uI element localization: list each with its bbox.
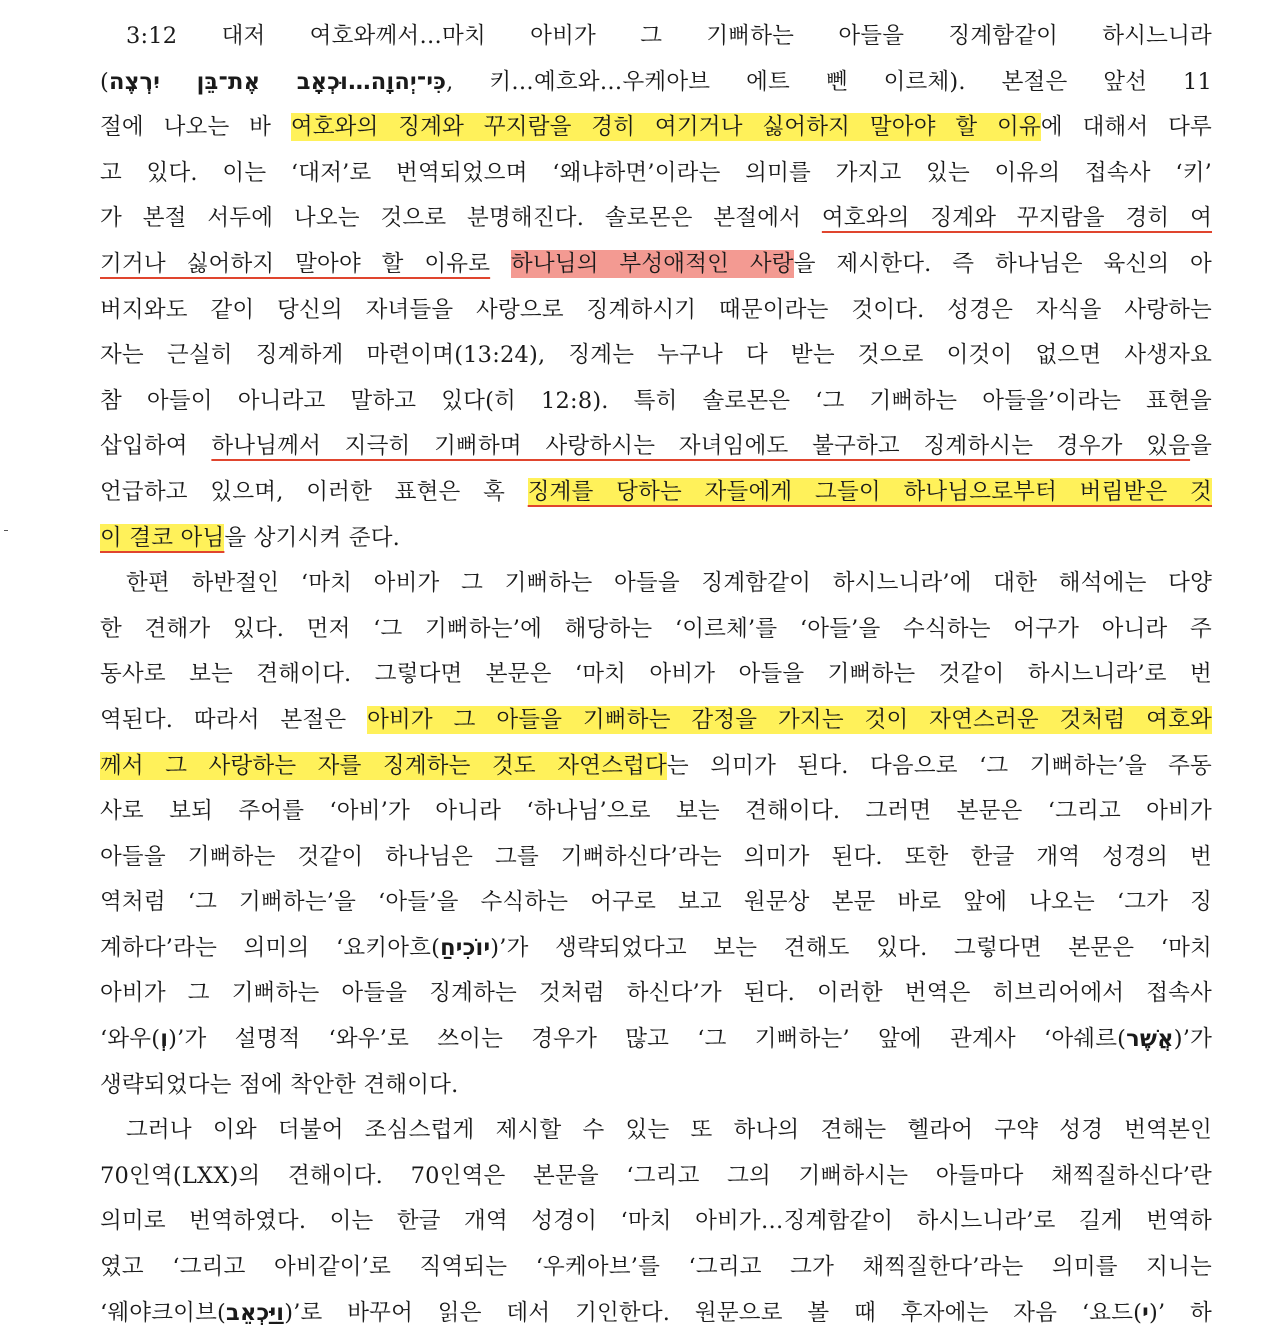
highlighted-text-yellow: 여호와의 징계와 꾸지람을 경히 여기거나 싫어하지 말아야 할 이유 bbox=[290, 114, 1041, 141]
text-run: 한편 하반절인 ‘마치 아비가 그 기뻐하는 아들을 징계함같이 하시느니라’에 대한 해석에는 다양 bbox=[126, 570, 1212, 597]
text-run: 그러나 이와 더불어 조심스럽게 제시할 수 있는 또 하나의 견해는 헬라어 구약 성경 번역본인 bbox=[126, 1117, 1212, 1144]
text-run: 절에 나오는 바 bbox=[100, 114, 291, 141]
hebrew-text: יוֹכִיחַ bbox=[440, 934, 491, 961]
text-line bbox=[100, 880, 1212, 926]
text-run: 버지와도 같이 당신의 자녀들을 사랑으로 징계하시기 때문이라는 것이다. 성경은 자식을 사랑하는 bbox=[100, 296, 1212, 323]
text-line bbox=[100, 105, 1212, 151]
hebrew-text: י bbox=[1142, 1299, 1149, 1326]
text-run: 는 의미가 된다. 다음으로 ‘그 기뻐하는’을 주동 bbox=[666, 752, 1212, 779]
text-run: ‘웨야크이브( bbox=[100, 1299, 227, 1326]
hebrew-text: וְ bbox=[160, 1026, 169, 1053]
text-run: 가 본절 서두에 나오는 것으로 분명해진다. 솔로몬은 본절에서 bbox=[100, 205, 822, 232]
text-run: )’가 설명적 ‘와우’로 쓰이는 경우가 많고 ‘그 기뻐하는’ 앞에 관계사 ‘아쉐르( bbox=[168, 1026, 1127, 1053]
text-run: ( bbox=[100, 68, 109, 95]
text-run: 고 있다. 이는 ‘대저’로 번역되었으며 ‘왜냐하면’이라는 의미를 가지고 있는 이유의 접속사 ‘키’ bbox=[100, 159, 1212, 186]
text-run: 언급하고 있으며, 이러한 표현은 혹 bbox=[100, 478, 528, 505]
text-run: 한 견해가 있다. 먼저 ‘그 기뻐하는’에 해당하는 ‘이르체’를 ‘아들’을 수식하는 어구가 아니라 주 bbox=[100, 615, 1212, 642]
text-line bbox=[100, 835, 1212, 881]
paragraph-interpretations bbox=[100, 561, 1212, 1108]
highlighted-text-red: 하나님의 부성애적인 사랑 bbox=[510, 250, 794, 277]
text-run: 에 대해서 다루 bbox=[1040, 114, 1212, 141]
text-line bbox=[100, 1199, 1212, 1245]
text-run bbox=[490, 251, 511, 277]
text-line bbox=[100, 242, 1212, 288]
text-run: 3:12 대저 여호와께서…마치 아비가 그 기뻐하는 아들을 징계함같이 하시느니라 bbox=[126, 23, 1212, 49]
text-run: 을 상기시켜 준다. bbox=[224, 524, 400, 551]
text-line bbox=[100, 379, 1212, 425]
underlined-text: 기거나 싫어하지 말아야 할 이유로 bbox=[100, 250, 491, 277]
commentary-page bbox=[100, 14, 1212, 1336]
underlined-text: 여호와의 징계와 꾸지람을 경히 여 bbox=[821, 205, 1213, 232]
underlined-text: 하나님께서 지극히 기뻐하며 사랑하시는 자녀임에도 불구하고 징계하시는 경우가 있음 bbox=[211, 433, 1191, 460]
text-line bbox=[100, 288, 1212, 334]
text-line bbox=[100, 196, 1212, 242]
text-line bbox=[100, 652, 1212, 698]
text-run: 였고 ‘그리고 아비같이’로 직역되는 ‘우케아브’를 ‘그리고 그가 채찍질한다’라는 의미를 지니는 bbox=[100, 1254, 1212, 1281]
text-line bbox=[100, 1154, 1212, 1200]
text-run: 을 제시한다. 즉 하나님은 육신의 아 bbox=[793, 250, 1212, 277]
text-run: )’가 생략되었다고 보는 견해도 있다. 그렇다면 본문은 ‘마치 bbox=[490, 934, 1212, 961]
text-line bbox=[100, 14, 1212, 60]
text-line bbox=[100, 1063, 1212, 1109]
text-line bbox=[100, 926, 1212, 972]
text-run: 동사로 보는 견해이다. 그렇다면 본문은 ‘마치 아비가 아들을 기뻐하는 것같이 하시느니라’로 번 bbox=[100, 661, 1212, 688]
text-line bbox=[100, 744, 1212, 790]
text-run: 삽입하여 bbox=[100, 433, 212, 460]
text-line bbox=[100, 333, 1212, 379]
text-line bbox=[100, 424, 1212, 470]
text-line bbox=[100, 698, 1212, 744]
text-line bbox=[100, 1017, 1212, 1063]
text-run: 70인역(LXX)의 견해이다. 70인역은 본문을 ‘그리고 그의 기뻐하시는 아들마다 채찍질하신다’란 bbox=[100, 1162, 1212, 1189]
text-run: )’가 bbox=[1173, 1026, 1212, 1053]
text-line bbox=[100, 607, 1212, 653]
hebrew-text: כִּי־יְהוָה…וּכְאָב אֶת־בֵּן יִרְצֶה bbox=[108, 68, 447, 95]
text-run: 아들을 기뻐하는 것같이 하나님은 그를 기뻐하신다’라는 의미가 된다. 또한 한글 개역 성경의 번 bbox=[100, 843, 1212, 870]
paragraph-verse-3-12-intro bbox=[100, 14, 1212, 561]
text-run: 역된다. 따라서 본절은 bbox=[100, 706, 368, 733]
text-line bbox=[100, 151, 1212, 197]
text-line bbox=[100, 561, 1212, 607]
text-run: 생략되었다는 점에 착안한 견해이다. bbox=[100, 1071, 459, 1098]
text-run: )’로 바꾸어 읽은 데서 기인한다. 원문으로 볼 때 후자에는 자음 ‘요드( bbox=[284, 1299, 1143, 1326]
text-line bbox=[100, 470, 1212, 516]
text-run: 참 아들이 아니라고 말하고 있다(히 12:8). 특히 솔로몬은 ‘그 기뻐하는 아들을’이라는 표현을 bbox=[100, 387, 1212, 414]
text-run: 의미로 번역하였다. 이는 한글 개역 성경이 ‘마치 아비가…징계함같이 하시느니라’로 길게 번역하 bbox=[100, 1208, 1212, 1235]
text-run: 을 bbox=[1190, 433, 1212, 460]
text-run: 역처럼 ‘그 기뻐하는’을 ‘아들’을 수식하는 어구로 보고 원문상 본문 바로 앞에 나오는 ‘그가 징 bbox=[100, 889, 1212, 916]
text-run: 아비가 그 기뻐하는 아들을 징계하는 것처럼 하신다’가 된다. 이러한 번역은 히브리어에서 접속사 bbox=[100, 980, 1212, 1007]
hebrew-text: אֲשֶׁר bbox=[1126, 1026, 1174, 1053]
highlighted-text-yellow: 께서 그 사랑하는 자를 징계하는 것도 자연스럽다 bbox=[100, 752, 667, 779]
text-run: )’ 하 bbox=[1148, 1299, 1212, 1326]
text-run: 사로 보되 주어를 ‘아비’가 아니라 ‘하나님’으로 보는 견해이다. 그러면 본문은 ‘그리고 아비가 bbox=[100, 798, 1212, 825]
text-line bbox=[100, 789, 1212, 835]
text-line bbox=[100, 1291, 1212, 1336]
hebrew-text: וַיַּכְאֵב bbox=[226, 1299, 285, 1326]
margin-tick-mark bbox=[4, 530, 8, 531]
text-run: 자는 근실히 징계하게 마련이며(13:24), 징계는 누구나 다 받는 것으로 이것이 없으면 사생자요 bbox=[100, 342, 1212, 369]
paragraph-lxx-view bbox=[100, 1108, 1212, 1336]
highlighted-text-yellow: 아비가 그 아들을 기뻐하는 감정을 가지는 것이 자연스러운 것처럼 여호와 bbox=[367, 706, 1212, 733]
text-line bbox=[100, 60, 1212, 106]
text-run: , 키…예흐와…우케아브 에트 뻰 이르체). 본절은 앞선 11 bbox=[446, 68, 1212, 95]
highlighted-text-yellow: 징계를 당하는 자들에게 그들이 하나님으로부터 버림받은 것 bbox=[527, 478, 1212, 505]
text-line bbox=[100, 1108, 1212, 1154]
text-run: 계하다’라는 의미의 ‘요키아흐( bbox=[100, 934, 441, 961]
text-line bbox=[100, 971, 1212, 1017]
highlighted-text-yellow: 이 결코 아님 bbox=[100, 524, 225, 551]
text-run: ‘와우( bbox=[100, 1026, 161, 1053]
text-line bbox=[100, 1245, 1212, 1291]
text-line bbox=[100, 516, 1212, 562]
